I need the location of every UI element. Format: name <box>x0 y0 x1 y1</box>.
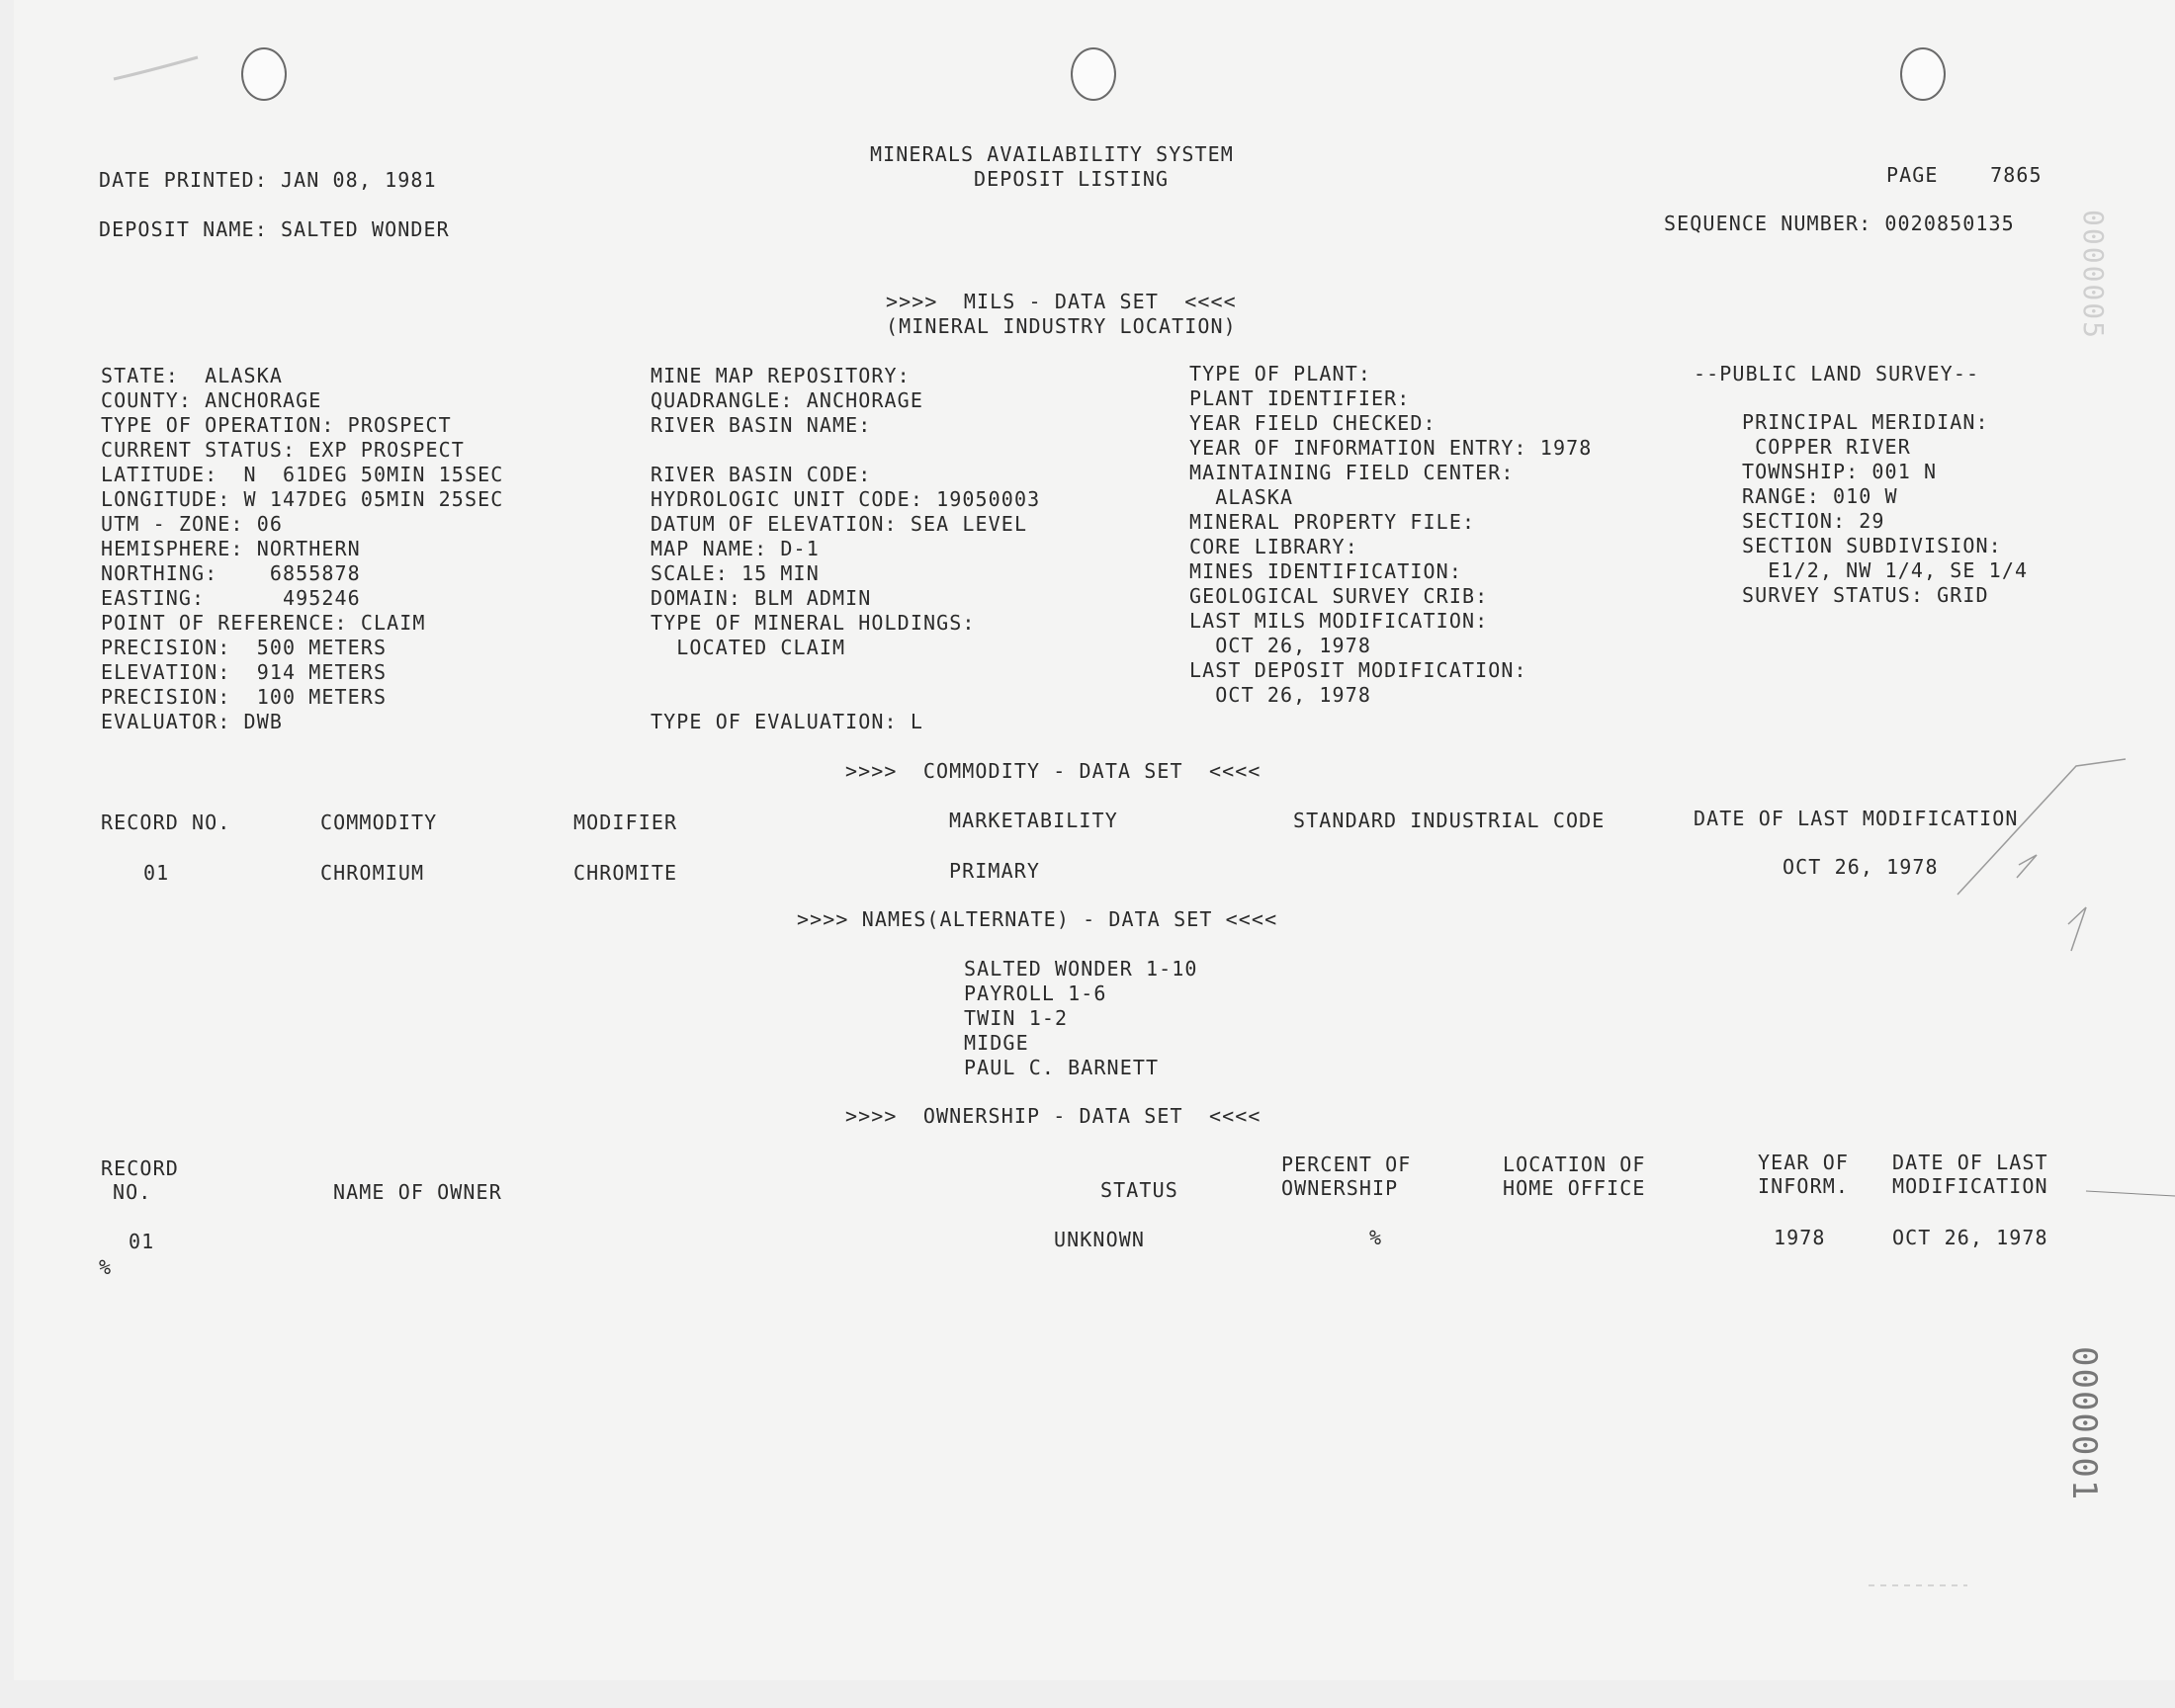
names-title: >>>> NAMES(ALTERNATE) - DATA SET <<<< <box>797 907 1278 931</box>
mils-field: GEOLOGICAL SURVEY CRIB: <box>1189 584 1489 608</box>
survey-field: E1/2, NW 1/4, SE 1/4 <box>1742 558 2029 582</box>
commodity-header-modifier: MODIFIER <box>573 811 678 834</box>
mils-field: UTM - ZONE: 06 <box>101 512 283 536</box>
mils-field: MINES IDENTIFICATION: <box>1189 559 1462 583</box>
mils-field: PRECISION: 500 METERS <box>101 636 388 659</box>
faint-stamp-number: 0000005 <box>2077 210 2110 341</box>
mils-field: LAST MILS MODIFICATION: <box>1189 609 1489 633</box>
mils-field: PRECISION: 100 METERS <box>101 685 388 709</box>
commodity-header-record: RECORD NO. <box>101 811 231 834</box>
mils-field: STATE: ALASKA <box>101 364 283 387</box>
ownership-header-percent: PERCENT OF <box>1281 1153 1412 1176</box>
commodity-header-date: DATE OF LAST MODIFICATION <box>1694 807 2019 830</box>
mils-title: >>>> MILS - DATA SET <<<< <box>886 290 1237 313</box>
mils-field: OCT 26, 1978 <box>1189 683 1371 707</box>
mils-field: HEMISPHERE: NORTHERN <box>101 537 361 560</box>
mils-field: LOCATED CLAIM <box>651 636 846 659</box>
mils-field: MINERAL PROPERTY FILE: <box>1189 510 1476 534</box>
page-number: PAGE 7865 <box>1886 163 2043 187</box>
mils-field: CORE LIBRARY: <box>1189 535 1358 558</box>
survey-field: SECTION: 29 <box>1742 509 1885 533</box>
mils-field: DATUM OF ELEVATION: SEA LEVEL <box>651 512 1028 536</box>
ownership-year: 1978 <box>1774 1226 1826 1249</box>
commodity-header-marketability: MARKETABILITY <box>949 809 1118 832</box>
ownership-note: % <box>99 1255 113 1279</box>
mils-field: OCT 26, 1978 <box>1189 634 1371 657</box>
commodity-marketability: PRIMARY <box>949 859 1040 883</box>
ownership-date: OCT 26, 1978 <box>1892 1226 2048 1249</box>
ownership-title: >>>> OWNERSHIP - DATA SET <<<< <box>845 1104 1262 1128</box>
date-printed: DATE PRINTED: JAN 08, 1981 <box>99 168 437 192</box>
list-item: PAYROLL 1-6 <box>964 982 1107 1005</box>
mils-field: LATITUDE: N 61DEG 50MIN 15SEC <box>101 463 504 486</box>
commodity-date: OCT 26, 1978 <box>1783 855 1939 879</box>
ownership-header-date: DATE OF LAST <box>1892 1151 2048 1174</box>
ownership-header-location: HOME OFFICE <box>1503 1176 1646 1200</box>
survey-field: COPPER RIVER <box>1742 435 1911 459</box>
list-item: PAUL C. BARNETT <box>964 1056 1160 1079</box>
system-title: MINERALS AVAILABILITY SYSTEM <box>870 142 1234 166</box>
mils-field: HYDROLOGIC UNIT CODE: 19050003 <box>651 487 1041 511</box>
mils-field: LONGITUDE: W 147DEG 05MIN 25SEC <box>101 487 504 511</box>
mils-field: EVALUATOR: DWB <box>101 710 283 733</box>
mils-field: TYPE OF OPERATION: PROSPECT <box>101 413 452 437</box>
mils-subtitle: (MINERAL INDUSTRY LOCATION) <box>886 314 1237 338</box>
commodity-header-sic: STANDARD INDUSTRIAL CODE <box>1293 809 1606 832</box>
mils-field: COUNTY: ANCHORAGE <box>101 388 322 412</box>
mils-field: LAST DEPOSIT MODIFICATION: <box>1189 658 1527 682</box>
ownership-percent: % <box>1369 1226 1383 1249</box>
edge-stamp-number: 0000001 <box>2064 1346 2104 1502</box>
mils-field: SCALE: 15 MIN <box>651 561 820 585</box>
mils-field: RIVER BASIN CODE: <box>651 463 872 486</box>
mils-field: DOMAIN: BLM ADMIN <box>651 586 872 610</box>
commodity-title: >>>> COMMODITY - DATA SET <<<< <box>845 759 1262 783</box>
list-item: TWIN 1-2 <box>964 1006 1069 1030</box>
survey-field: RANGE: 010 W <box>1742 484 1898 508</box>
survey-field: SECTION SUBDIVISION: <box>1742 534 2002 557</box>
public-land-survey-title: --PUBLIC LAND SURVEY-- <box>1694 362 1980 385</box>
ownership-header-percent: OWNERSHIP <box>1281 1176 1399 1200</box>
survey-field: PRINCIPAL MERIDIAN: <box>1742 410 1989 434</box>
commodity-header-commodity: COMMODITY <box>320 811 438 834</box>
mils-field: NORTHING: 6855878 <box>101 561 361 585</box>
mils-field: POINT OF REFERENCE: CLAIM <box>101 611 426 635</box>
survey-field: SURVEY STATUS: GRID <box>1742 583 1989 607</box>
mils-field: TYPE OF MINERAL HOLDINGS: <box>651 611 976 635</box>
mils-field: RIVER BASIN NAME: <box>651 413 872 437</box>
survey-field: TOWNSHIP: 001 N <box>1742 460 1938 483</box>
list-item: SALTED WONDER 1-10 <box>964 957 1198 981</box>
ownership-header-owner: NAME OF OWNER <box>333 1180 502 1204</box>
ownership-header-year: INFORM. <box>1758 1174 1849 1198</box>
ownership-header-record: RECORD <box>101 1156 179 1180</box>
commodity-name: CHROMIUM <box>320 861 425 885</box>
mils-field: TYPE OF EVALUATION: L <box>651 710 923 733</box>
mils-field: CURRENT STATUS: EXP PROSPECT <box>101 438 465 462</box>
sequence-number: SEQUENCE NUMBER: 0020850135 <box>1664 212 2015 235</box>
mils-field: ELEVATION: 914 METERS <box>101 660 388 684</box>
ownership-header-date: MODIFICATION <box>1892 1174 2048 1198</box>
mils-field: YEAR OF INFORMATION ENTRY: 1978 <box>1189 436 1593 460</box>
commodity-modifier: CHROMITE <box>573 861 678 885</box>
mils-field: QUADRANGLE: ANCHORAGE <box>651 388 923 412</box>
deposit-name: DEPOSIT NAME: SALTED WONDER <box>99 217 450 241</box>
mils-field: ALASKA <box>1189 485 1294 509</box>
ownership-header-year: YEAR OF <box>1758 1151 1849 1174</box>
mils-field: MINE MAP REPOSITORY: <box>651 364 911 387</box>
mils-field: TYPE OF PLANT: <box>1189 362 1371 385</box>
commodity-record: 01 <box>143 861 170 885</box>
ownership-header-status: STATUS <box>1100 1178 1178 1202</box>
ownership-header-record: NO. <box>113 1180 152 1204</box>
mils-field: MAP NAME: D-1 <box>651 537 820 560</box>
mils-field: MAINTAINING FIELD CENTER: <box>1189 461 1515 484</box>
mils-field: YEAR FIELD CHECKED: <box>1189 411 1436 435</box>
ownership-status: UNKNOWN <box>1054 1228 1145 1251</box>
ownership-header-location: LOCATION OF <box>1503 1153 1646 1176</box>
mils-field: PLANT IDENTIFIER: <box>1189 386 1411 410</box>
list-item: MIDGE <box>964 1031 1029 1055</box>
listing-title: DEPOSIT LISTING <box>974 167 1170 191</box>
mils-field: EASTING: 495246 <box>101 586 361 610</box>
ownership-record: 01 <box>129 1230 155 1253</box>
